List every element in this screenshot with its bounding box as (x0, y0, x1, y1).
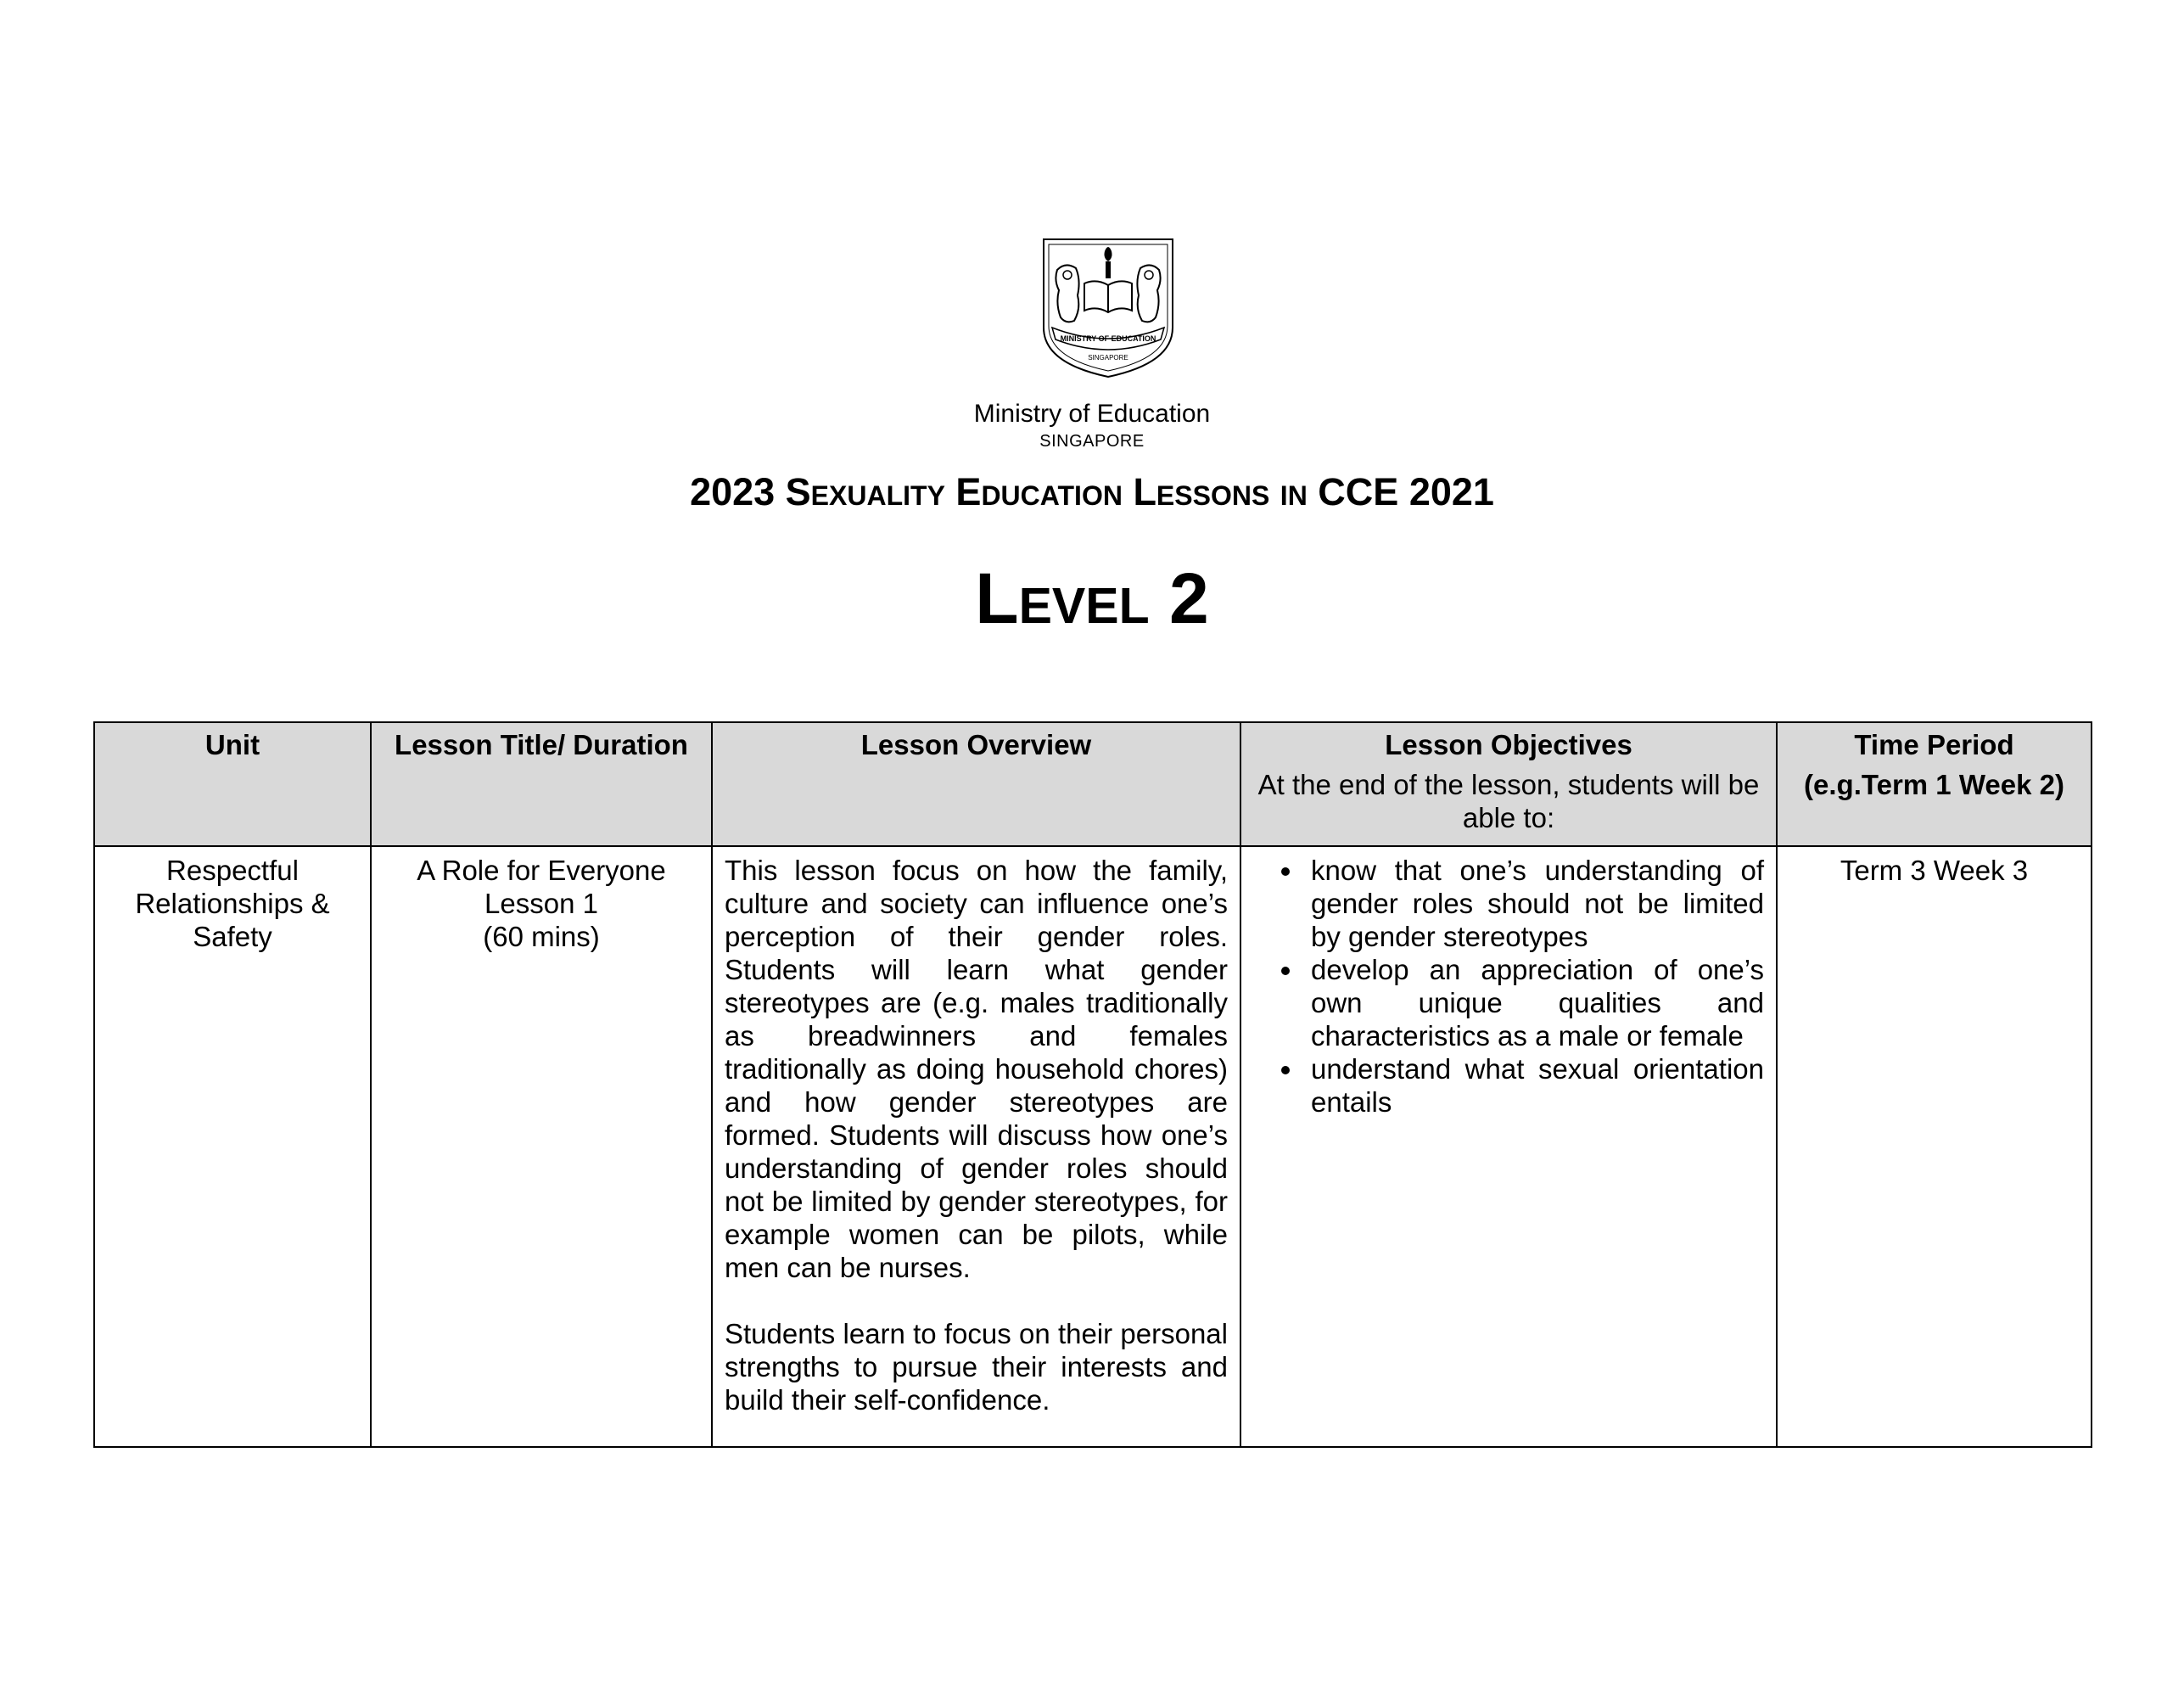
cell-overview (712, 846, 1240, 1447)
ministry-country: SINGAPORE (1039, 432, 1145, 451)
document-title: 2023 Sexuality Education Lessons in CCE 2021 (690, 470, 1494, 513)
lessons-table (93, 721, 2092, 1448)
crest-subtext: SINGAPORE (1088, 354, 1128, 362)
crest-ribbon-text: MINISTRY OF EDUCATION (1060, 334, 1156, 343)
cell-objectives (1240, 846, 1777, 1447)
lesson-title: A Role for Everyone (417, 855, 666, 886)
objective-item: • develop an appreciation of one’s own unique qualities and characteristics as a male or female (1304, 953, 1764, 1052)
lesson-number: Lesson 1 (484, 888, 598, 919)
header-lesson-title: Lesson Title/ Duration (371, 722, 712, 846)
lesson-duration: (60 mins) (483, 921, 600, 952)
overview-paragraph: This lesson focus on how the family, culture and society can influence one’s perception of their gender roles. Students will learn what gender stereotypes are (e.g. males traditionally as breadwinners and females traditionally as doing household chores) and how gender stereotypes are formed. Students will discuss how one’s understanding of gender roles should not be limited by gender stereotypes, for example women can be pilots, while men can be nurses. (725, 855, 1228, 1283)
moe-crest-logo (1040, 236, 1176, 380)
header-time-period (1777, 722, 2092, 846)
header-objectives (1240, 722, 1777, 846)
ministry-name: Ministry of Education (973, 400, 1211, 428)
table-header-row (94, 722, 2092, 846)
cell-time-period: Term 3 Week 3 (1777, 846, 2092, 1447)
header-unit: Unit (94, 722, 371, 846)
cell-unit: Respectful Relationships & Safety (94, 846, 371, 1447)
objective-item: • know that one’s understanding of gender roles should not be limited by gender stereotypes (1304, 854, 1764, 953)
table-row (94, 846, 2092, 1447)
level-title: Level 2 (975, 558, 1209, 638)
header-time-period-label: Time Period (1854, 729, 2014, 760)
header-overview: Lesson Overview (712, 722, 1240, 846)
objectives-list (1253, 854, 1764, 1119)
overview-paragraph: Students learn to focus on their personal strengths to pursue their interests and build their self-confidence. (725, 1318, 1228, 1416)
header-time-period-sub: (e.g.Term 1 Week 2) (1804, 769, 2064, 800)
header-objectives-sub: At the end of the lesson, students will be able to: (1257, 769, 1760, 833)
cell-lesson-title (371, 846, 712, 1447)
header-objectives-label: Lesson Objectives (1385, 729, 1632, 760)
objective-item: • understand what sexual orientation entails (1304, 1052, 1764, 1119)
